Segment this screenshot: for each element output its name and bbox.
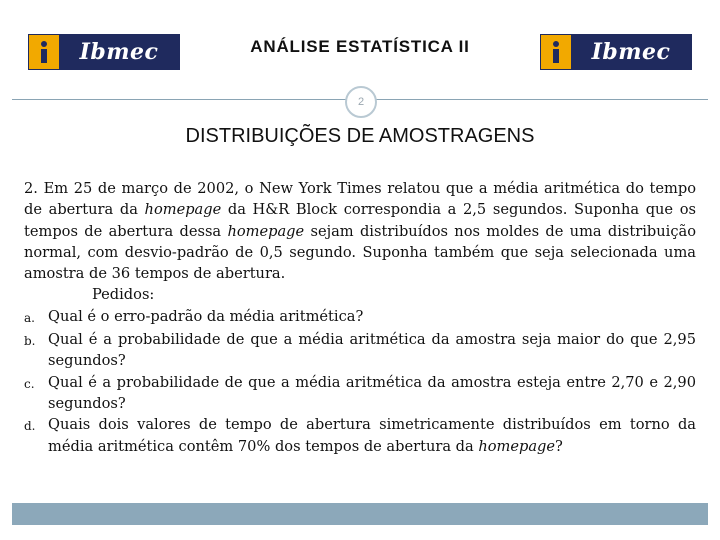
problem-statement: 2. Em 25 de março de 2002, o New York Times relatou que a média aritmética do tempo de abertura da homepage da H&R Block correspondia a 2,5 segundos. Suponha que os tempos de abertura dessa homepage sejam distribuídos nos moldes de uma distribuição normal, com desvio-padrão de 0,5 segundo. Suponha também que seja selecionada uma amostra de 36 tempos de abertura. — [24, 180, 696, 283]
ibmec-i-icon — [29, 35, 59, 69]
logo-wordmark: Ibmec — [59, 35, 179, 69]
page-number-badge: 2 — [345, 86, 377, 118]
list-item: b. Qual é a probabilidade de que a média aritmética da amostra seja maior do que 2,95 segundos? — [24, 331, 696, 370]
pedidos-label: Pedidos: — [92, 286, 155, 304]
list-item: c. Qual é a probabilidade de que a média aritmética da amostra esteja entre 2,70 e 2,90 segundos? — [24, 373, 696, 412]
list-item: a. Qual é o erro-padrão da média aritmética? — [24, 307, 364, 325]
footer-bar — [12, 503, 708, 525]
logo-wordmark: Ibmec — [571, 35, 691, 69]
problem-content — [24, 178, 696, 457]
course-title: ANÁLISE ESTATÍSTICA II — [250, 37, 470, 56]
question-list — [24, 306, 696, 457]
ibmec-logo-right — [540, 34, 692, 70]
slide-title: DISTRIBUIÇÕES DE AMOSTRAGENS — [185, 125, 535, 147]
ibmec-logo-left — [28, 34, 180, 70]
ibmec-i-icon — [541, 35, 571, 69]
list-item: d. Quais dois valores de tempo de abertura simetricamente distribuídos em torno da média aritmética contêm 70% dos tempos de abertura da homepage? — [24, 416, 696, 455]
problem-number: 2. — [24, 180, 38, 197]
